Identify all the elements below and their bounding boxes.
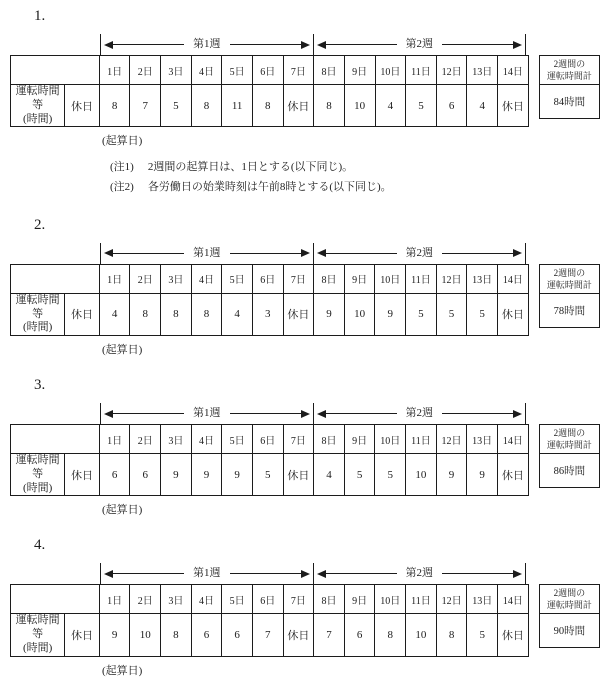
- value-cell: 6: [99, 454, 130, 496]
- total-box-1: [539, 55, 600, 119]
- value-cell: 9: [222, 454, 253, 496]
- value-cell: 6: [191, 614, 222, 656]
- value-cell: 4: [467, 85, 498, 127]
- day-header: 13日: [467, 585, 498, 614]
- value-cell: 休日: [283, 85, 314, 127]
- arrow-line: [230, 413, 301, 414]
- week1-arrow: [100, 243, 313, 264]
- day-header: 3日: [161, 56, 192, 85]
- value-cell: 4: [99, 293, 130, 335]
- arrow-line: [230, 573, 301, 574]
- notes: [110, 158, 600, 197]
- day-header: 4日: [191, 425, 222, 454]
- day-header: 2日: [130, 56, 161, 85]
- day-header: 12日: [436, 264, 467, 293]
- schedule-section-4: [10, 537, 600, 677]
- row-label: [11, 293, 65, 335]
- total-header-line2: 運転時間計: [546, 71, 592, 81]
- arrow-line: [113, 573, 184, 574]
- value-cell: 5: [467, 293, 498, 335]
- week2-label: 第2週: [405, 567, 433, 580]
- value-cell: 8: [99, 85, 130, 127]
- day-header: 9日: [344, 425, 375, 454]
- value-cell: 6: [344, 614, 375, 656]
- value-cell: 9: [436, 454, 467, 496]
- arrow-line: [113, 413, 184, 414]
- day-header: 7日: [283, 56, 314, 85]
- schedule-table-4: [10, 584, 529, 656]
- empty-header-cell: [11, 585, 100, 614]
- value-cell: 9: [99, 614, 130, 656]
- arrowhead-left-icon: [317, 249, 326, 257]
- row-label-line1: 運転時間等: [15, 614, 60, 640]
- schedule-table-2: [10, 264, 529, 336]
- day-header: 5日: [222, 264, 253, 293]
- day-header: 6日: [252, 56, 283, 85]
- total-box-2: [539, 264, 600, 328]
- week1-arrow: [100, 403, 313, 424]
- row-label-line2: (時間): [22, 112, 53, 125]
- day-header: 5日: [222, 585, 253, 614]
- day-header: 4日: [191, 56, 222, 85]
- total-header: [539, 264, 599, 293]
- day-header: 9日: [344, 264, 375, 293]
- week2-label: 第2週: [405, 407, 433, 419]
- note-2: [110, 178, 600, 197]
- row-label-line2: (時間): [22, 641, 53, 654]
- day-header: 8日: [314, 264, 345, 293]
- day-header: 7日: [283, 585, 314, 614]
- arrowhead-left-icon: [317, 410, 326, 418]
- day-header: 2日: [130, 264, 161, 293]
- empty-header-cell: [11, 425, 100, 454]
- arrowhead-left-icon: [104, 249, 113, 257]
- day-header: 10日: [375, 585, 406, 614]
- arrow-line: [442, 253, 513, 254]
- note-1-label: (注1): [110, 161, 134, 174]
- day-header: 10日: [375, 264, 406, 293]
- value-cell: 11: [222, 85, 253, 127]
- arrowhead-right-icon: [301, 41, 310, 49]
- value-cell: 8: [161, 614, 192, 656]
- day-header: 8日: [314, 56, 345, 85]
- value-cell: 8: [252, 85, 283, 127]
- row-label-line2: (時間): [22, 321, 53, 334]
- value-cell: 5: [375, 454, 406, 496]
- row-label: [11, 614, 65, 656]
- arrow-line: [230, 253, 301, 254]
- day-header: 9日: [344, 56, 375, 85]
- start-day-label: (起算日): [102, 504, 143, 517]
- week-arrow-band: [100, 403, 526, 424]
- day-header: 10日: [375, 56, 406, 85]
- arrow-line: [113, 253, 184, 254]
- value-cell: 7: [314, 614, 345, 656]
- value-cell: 9: [375, 293, 406, 335]
- arrowhead-left-icon: [317, 570, 326, 578]
- value-cell: 休日: [283, 454, 314, 496]
- value-cell: 休日: [498, 614, 529, 656]
- value-cell: 10: [344, 293, 375, 335]
- day-header: 13日: [467, 425, 498, 454]
- week2-arrow: [313, 34, 526, 55]
- value-cell: 10: [130, 614, 161, 656]
- day-header: 12日: [436, 56, 467, 85]
- day-header: 6日: [252, 585, 283, 614]
- value-cell: 10: [344, 85, 375, 127]
- day-header: 3日: [161, 585, 192, 614]
- day-header: 4日: [191, 264, 222, 293]
- arrow-line: [113, 44, 184, 45]
- arrow-line: [442, 413, 513, 414]
- row-label: [11, 85, 65, 127]
- week1-label: 第1週: [193, 407, 221, 419]
- value-cell: 休日: [498, 85, 529, 127]
- total-header-line1: 2週間の: [553, 267, 586, 278]
- value-cell: 8: [191, 293, 222, 335]
- arrowhead-left-icon: [104, 570, 113, 578]
- week2-arrow: [313, 403, 526, 424]
- value-cell: 9: [467, 454, 498, 496]
- total-box-3: [539, 424, 600, 488]
- arrow-line: [230, 44, 301, 45]
- week-arrow-band: [100, 34, 526, 55]
- empty-header-cell: [11, 264, 100, 293]
- value-cell: 7: [130, 85, 161, 127]
- arrow-line: [326, 413, 397, 414]
- value-cell: 6: [436, 85, 467, 127]
- value-cell: 4: [314, 454, 345, 496]
- day-header: 6日: [252, 264, 283, 293]
- arrowhead-right-icon: [513, 410, 522, 418]
- day-header: 8日: [314, 585, 345, 614]
- total-value: 84時間: [539, 85, 599, 119]
- day-header: 4日: [191, 585, 222, 614]
- day-header: 10日: [375, 425, 406, 454]
- arrowhead-left-icon: [104, 410, 113, 418]
- day-header: 7日: [283, 264, 314, 293]
- value-cell: 10: [406, 614, 437, 656]
- day-header: 9日: [344, 585, 375, 614]
- value-cell: 6: [222, 614, 253, 656]
- row-label-line1: 運転時間等: [15, 293, 60, 320]
- day-header: 1日: [99, 425, 130, 454]
- value-cell: 7: [252, 614, 283, 656]
- pre-holiday-cell: 休日: [65, 454, 100, 496]
- note-2-text: 各労働日の始業時刻は午前8時とする(以下同じ)。: [147, 180, 392, 193]
- day-header: 14日: [498, 56, 529, 85]
- week2-label: 第2週: [405, 38, 433, 50]
- row-label-line2: (時間): [22, 481, 53, 494]
- day-header: 14日: [497, 425, 528, 454]
- arrowhead-left-icon: [104, 41, 113, 49]
- day-header: 5日: [222, 425, 253, 454]
- total-value: 86時間: [539, 454, 599, 488]
- day-header: 11日: [406, 264, 437, 293]
- total-header-line2: 運転時間計: [546, 440, 592, 450]
- day-header: 11日: [406, 585, 437, 614]
- day-header: 2日: [130, 585, 161, 614]
- day-header: 1日: [99, 56, 130, 85]
- day-header: 3日: [161, 425, 192, 454]
- value-cell: 5: [406, 85, 437, 127]
- value-cell: 9: [314, 293, 345, 335]
- pre-holiday-cell: 休日: [65, 293, 100, 335]
- value-cell: 6: [130, 454, 161, 496]
- day-header: 6日: [252, 425, 283, 454]
- value-cell: 8: [314, 85, 345, 127]
- week2-arrow: [313, 563, 526, 584]
- row-label: [11, 454, 65, 496]
- arrowhead-right-icon: [513, 570, 522, 578]
- arrow-line: [326, 573, 397, 574]
- section-number: 3.: [34, 377, 46, 393]
- value-cell: 5: [406, 293, 437, 335]
- value-cell: 5: [161, 85, 192, 127]
- day-header: 14日: [497, 264, 528, 293]
- value-cell: 5: [436, 293, 467, 335]
- day-header: 12日: [436, 585, 467, 614]
- week1-label: 第1週: [193, 246, 221, 259]
- schedule-section-3: [10, 377, 600, 517]
- value-cell: 10: [406, 454, 437, 496]
- arrow-line: [442, 573, 513, 574]
- day-header: 12日: [436, 425, 467, 454]
- row-label-line1: 運転時間等: [15, 85, 60, 111]
- week-arrow-band: [100, 243, 526, 264]
- value-cell: 休日: [497, 293, 528, 335]
- value-cell: 5: [467, 614, 498, 656]
- value-cell: 9: [191, 454, 222, 496]
- week2-label: 第2週: [405, 246, 433, 259]
- arrowhead-right-icon: [513, 41, 522, 49]
- value-cell: 5: [344, 454, 375, 496]
- week1-label: 第1週: [193, 38, 221, 50]
- day-header: 8日: [314, 425, 345, 454]
- total-header-line1: 2週間の: [553, 588, 586, 599]
- total-header: [539, 585, 599, 614]
- week1-arrow: [100, 563, 313, 584]
- row-label-line1: 運転時間等: [15, 454, 60, 480]
- total-header-line1: 2週間の: [553, 58, 586, 69]
- value-cell: 休日: [497, 454, 528, 496]
- section-number: 1.: [34, 8, 46, 24]
- start-day-label: (起算日): [102, 664, 143, 677]
- week1-arrow: [100, 34, 313, 55]
- arrow-line: [326, 253, 397, 254]
- arrowhead-right-icon: [301, 410, 310, 418]
- week2-arrow: [313, 243, 526, 264]
- start-day-label: (起算日): [102, 344, 143, 356]
- day-header: 1日: [99, 585, 130, 614]
- note-1: [110, 158, 600, 177]
- day-header: 14日: [498, 585, 529, 614]
- arrow-line: [442, 44, 513, 45]
- day-header: 5日: [222, 56, 253, 85]
- start-day-label: (起算日): [102, 135, 143, 148]
- total-box-4: [539, 584, 600, 648]
- day-header: 13日: [467, 264, 498, 293]
- day-header: 11日: [406, 425, 437, 454]
- pre-holiday-cell: 休日: [65, 614, 100, 656]
- value-cell: 休日: [283, 293, 314, 335]
- value-cell: 4: [222, 293, 253, 335]
- total-value: 90時間: [539, 614, 599, 648]
- note-1-text: 2週間の起算日は、1日とする(以下同じ)。: [147, 161, 354, 174]
- day-header: 2日: [130, 425, 161, 454]
- week-arrow-band: [100, 563, 526, 584]
- arrow-line: [326, 44, 397, 45]
- pre-holiday-cell: 休日: [65, 85, 100, 127]
- arrowhead-right-icon: [301, 249, 310, 257]
- value-cell: 9: [161, 454, 192, 496]
- day-header: 1日: [99, 264, 130, 293]
- section-number: 2.: [34, 216, 46, 233]
- value-cell: 休日: [283, 614, 314, 656]
- day-header: 11日: [406, 56, 437, 85]
- total-header-line1: 2週間の: [553, 427, 586, 438]
- arrowhead-right-icon: [301, 570, 310, 578]
- arrowhead-left-icon: [317, 41, 326, 49]
- arrowhead-right-icon: [513, 249, 522, 257]
- value-cell: 5: [252, 454, 283, 496]
- schedule-section-1: [10, 8, 600, 197]
- schedule-section-2: [10, 217, 600, 357]
- total-header-line2: 運転時間計: [546, 279, 592, 290]
- schedule-table-3: [10, 424, 529, 496]
- day-header: 13日: [467, 56, 498, 85]
- total-header: [539, 56, 599, 85]
- value-cell: 4: [375, 85, 406, 127]
- value-cell: 3: [252, 293, 283, 335]
- week1-label: 第1週: [193, 567, 221, 580]
- value-cell: 8: [436, 614, 467, 656]
- total-header-line2: 運転時間計: [546, 600, 592, 611]
- value-cell: 8: [191, 85, 222, 127]
- note-2-label: (注2): [110, 180, 134, 193]
- day-header: 3日: [161, 264, 192, 293]
- value-cell: 8: [130, 293, 161, 335]
- value-cell: 8: [375, 614, 406, 656]
- schedule-table-1: [10, 55, 529, 127]
- total-value: 78時間: [539, 293, 599, 327]
- total-header: [539, 425, 599, 454]
- day-header: 7日: [283, 425, 314, 454]
- value-cell: 8: [161, 293, 192, 335]
- empty-header-cell: [11, 56, 100, 85]
- section-number: 4.: [34, 537, 46, 554]
